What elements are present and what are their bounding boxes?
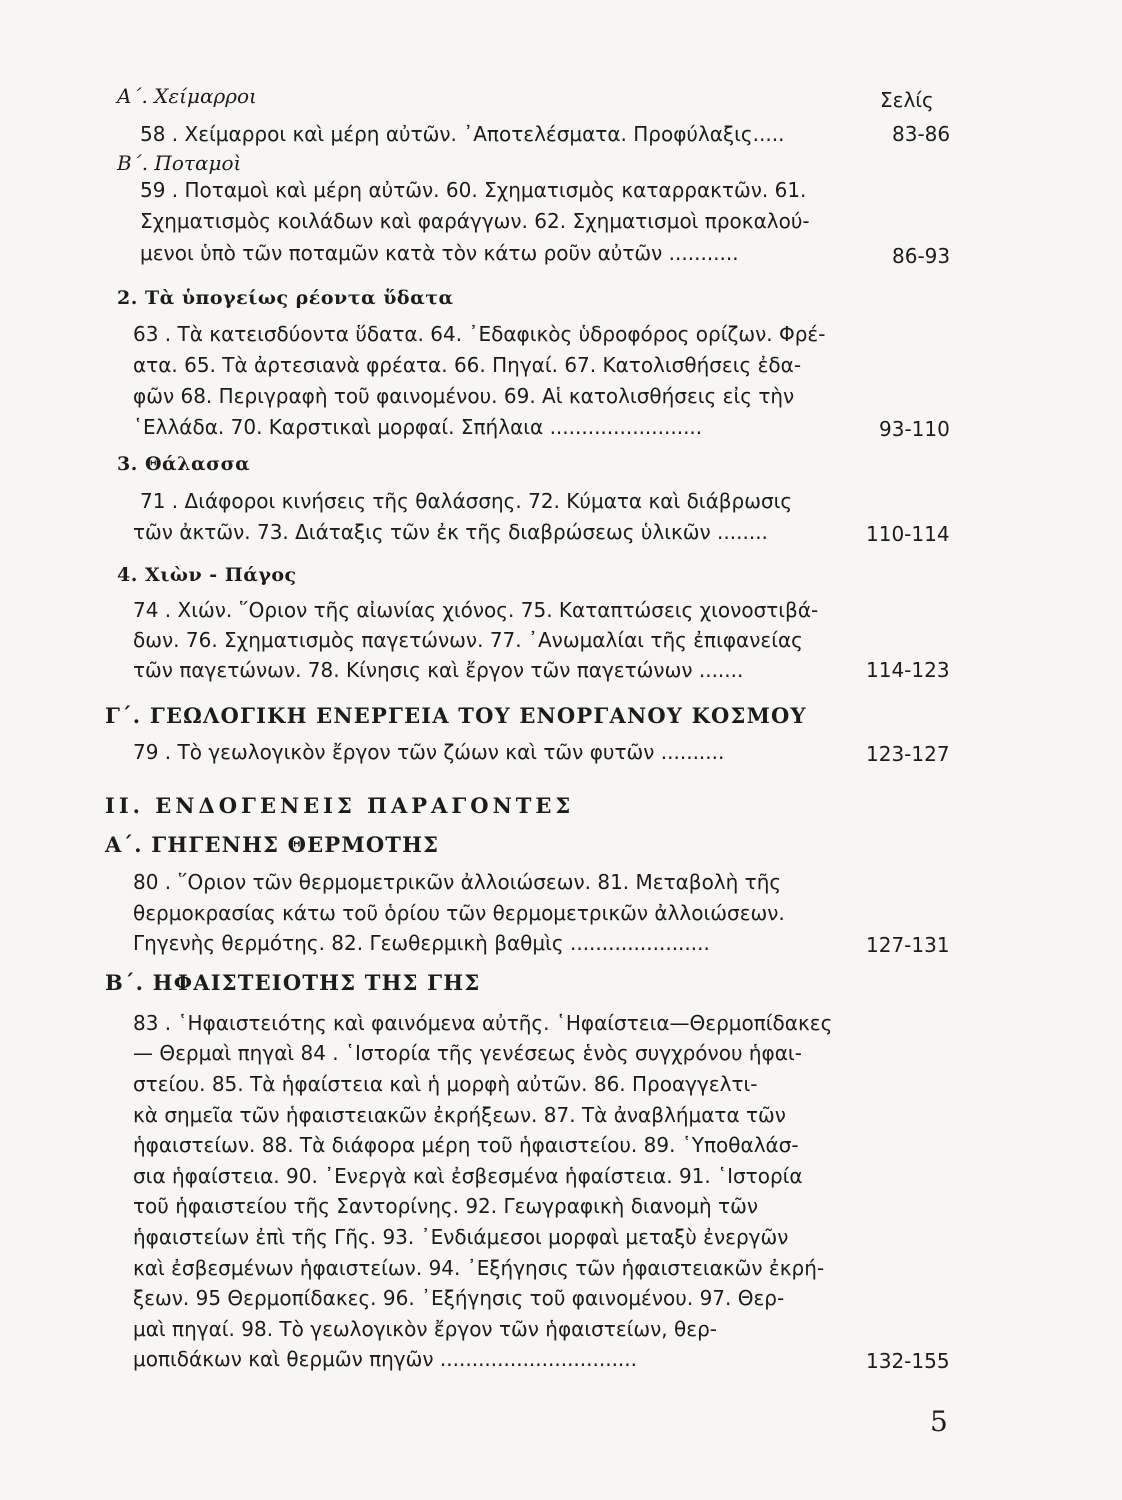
entry-74-line3: τῶν παγετώνων. 78. Κίνησις καὶ ἔργον τῶν παγετώνων .......: [133, 658, 744, 682]
entry-83-line12: μοπιδάκων καὶ θερμῶν πηγῶν ...............................: [133, 1347, 638, 1371]
page-number: 5: [930, 1405, 948, 1438]
entry-71-pages: 110-114: [866, 522, 950, 546]
entry-59-pages: 86-93: [892, 244, 951, 268]
entry-79: 79 . Τὸ γεωλογικὸν ἔργον τῶν ζώων καὶ τῶν φυτῶν ..........: [133, 740, 725, 764]
entry-79-pages: 123-127: [866, 742, 950, 766]
entry-74-pages: 114-123: [866, 658, 950, 682]
entry-83-line5: ἡφαιστείων. 88. Τὰ διάφορα μέρη τοῦ ἡφαιστείου. 89. ῾Υποθαλάσ-: [133, 1133, 799, 1157]
entry-83-pages: 132-155: [866, 1349, 950, 1373]
entry-71-line1: 71 . Διάφοροι κινήσεις τῆς θαλάσσης. 72. Κύματα καὶ διάβρωσις: [140, 489, 793, 513]
heading-ii-endogenous-factors: II. ΕΝΔΟΓΕΝΕΙΣ ΠΑΡΑΓΟΝΤΕΣ: [105, 793, 575, 818]
entry-80-line3: Γηγενὴς θερμότης. 82. Γεωθερμικὴ βαθμὶς ......................: [133, 931, 710, 955]
entry-80-pages: 127-131: [866, 933, 950, 957]
entry-63-pages: 93-110: [879, 417, 950, 441]
entry-59-line2: Σχηματισμὸς κοιλάδων καὶ φαράγγων. 62. Σχηματισμοὶ προκαλού-: [140, 209, 810, 233]
heading-3-sea: 3. Θάλασσα: [117, 453, 251, 475]
entry-83-line6: σια ἡφαίστεια. 90. ᾿Ενεργὰ καὶ ἐσβεσμένα ἡφαίστεια. 91. ῾Ιστορία: [133, 1164, 803, 1188]
entry-83-line11: μαὶ πηγαί. 98. Τὸ γεωλογικὸν ἔργον τῶν ἡφαιστείων, θερ-: [133, 1317, 717, 1341]
entry-83-line3: στείου. 85. Τὰ ἡφαίστεια καὶ ἡ μορφὴ αὐτῶν. 86. Προαγγελτι-: [133, 1072, 758, 1096]
entry-74-line2: δων. 76. Σχηματισμὸς παγετώνων. 77. ᾿Ανωμαλίαι τῆς ἐπιφανείας: [133, 628, 803, 652]
entry-83-line2: — Θερμαὶ πηγαὶ 84 . ῾Ιστορία τῆς γενέσεως ἑνὸς συγχρόνου ἡφαι-: [133, 1041, 802, 1065]
heading-2-underground-water: 2. Τὰ ὑπογείως ρέοντα ὕδατα: [117, 287, 454, 309]
subsection-b-title: Β΄. Ποταμοὶ: [117, 151, 242, 175]
entry-59-line3: μενοι ὑπὸ τῶν ποταμῶν κατὰ τὸν κάτω ροῦν αὐτῶν ...........: [140, 241, 739, 265]
entry-80-line2: θερμοκρασίας κάτω τοῦ ὁρίου τῶν θερμομετρικῶν ἀλλοιώσεων.: [133, 901, 785, 925]
entry-58: 58 . Χείμαρροι καὶ μέρη αὐτῶν. ᾿Αποτελέσματα. Προφύλαξις.....: [140, 122, 785, 146]
pages-column-label: Σελίς: [880, 88, 934, 112]
heading-4-snow-ice: 4. Χιὼν - Πάγος: [117, 564, 297, 586]
entry-63-line4: ῾Ελλάδα. 70. Καρστικαὶ μορφαί. Σπήλαια ........................: [133, 415, 703, 439]
entry-59-line1: 59 . Ποταμοὶ καὶ μέρη αὐτῶν. 60. Σχηματισμὸς καταρρακτῶν. 61.: [140, 178, 807, 202]
entry-63-line1: 63 . Τὰ κατεισδύοντα ὕδατα. 64. ᾿Εδαφικὸς ὑδροφόρος ορίζων. Φρέ-: [133, 322, 826, 346]
entry-83-line8: ἡφαιστείων ἐπὶ τῆς Γῆς. 93. ᾿Ενδιάμεσοι μορφαὶ μεταξὺ ἐνεργῶν: [133, 1225, 789, 1249]
heading-a-geothermal-heat: Α΄. ΓΗΓΕΝΗΣ ΘΕΡΜΟΤΗΣ: [105, 832, 440, 857]
entry-74-line1: 74 . Χιών. ῞Οριον τῆς αἰωνίας χιόνος. 75. Καταπτώσεις χιονοστιβά-: [133, 598, 819, 622]
heading-g-organic-world: Γ΄. ΓΕΩΛΟΓΙΚΗ ΕΝΕΡΓΕΙΑ ΤΟΥ ΕΝΟΡΓΑΝΟΥ ΚΟΣΜΟΥ: [105, 703, 807, 728]
entry-83-line9: καὶ ἐσβεσμένων ἡφαιστείων. 94. ᾿Εξήγησις τῶν ἡφαιστειακῶν ἐκρή-: [133, 1256, 825, 1280]
entry-83-line10: ξεων. 95 Θερμοπίδακες. 96. ᾿Εξήγησις τοῦ φαινομένου. 97. Θερ-: [133, 1286, 785, 1310]
subsection-a-title: Α΄. Χείμαρροι: [117, 84, 257, 108]
entry-83-line4: κὰ σημεῖα τῶν ἡφαιστειακῶν ἐκρήξεων. 87. Τὰ ἀναβλήματα τῶν: [133, 1103, 786, 1127]
entry-83-line1: 83 . ῾Ηφαιστειότης καὶ φαινόμενα αὐτῆς. ῾Ηφαίστεια—Θερμοπίδακες: [133, 1011, 833, 1035]
entry-71-line2: τῶν ἀκτῶν. 73. Διάταξις τῶν ἐκ τῆς διαβρώσεως ὑλικῶν ........: [133, 520, 768, 544]
entry-83-line7: τοῦ ἡφαιστείου τῆς Σαντορίνης. 92. Γεωγραφικὴ διανομὴ τῶν: [133, 1194, 759, 1218]
entry-63-line3: φῶν 68. Περιγραφὴ τοῦ φαινομένου. 69. Αἱ κατολισθήσεις εἰς τὴν: [133, 384, 795, 408]
entry-58-pages: 83-86: [892, 122, 951, 146]
heading-b-volcanism: Β΄. ΗΦΑΙΣΤΕΙΟΤΗΣ ΤΗΣ ΓΗΣ: [105, 970, 481, 995]
entry-63-line2: ατα. 65. Τὰ ἀρτεσιανὰ φρέατα. 66. Πηγαί. 67. Κατολισθήσεις ἐδα-: [133, 353, 802, 377]
entry-80-line1: 80 . ῞Οριον τῶν θερμομετρικῶν ἀλλοιώσεων. 81. Μεταβολὴ τῆς: [133, 870, 782, 894]
